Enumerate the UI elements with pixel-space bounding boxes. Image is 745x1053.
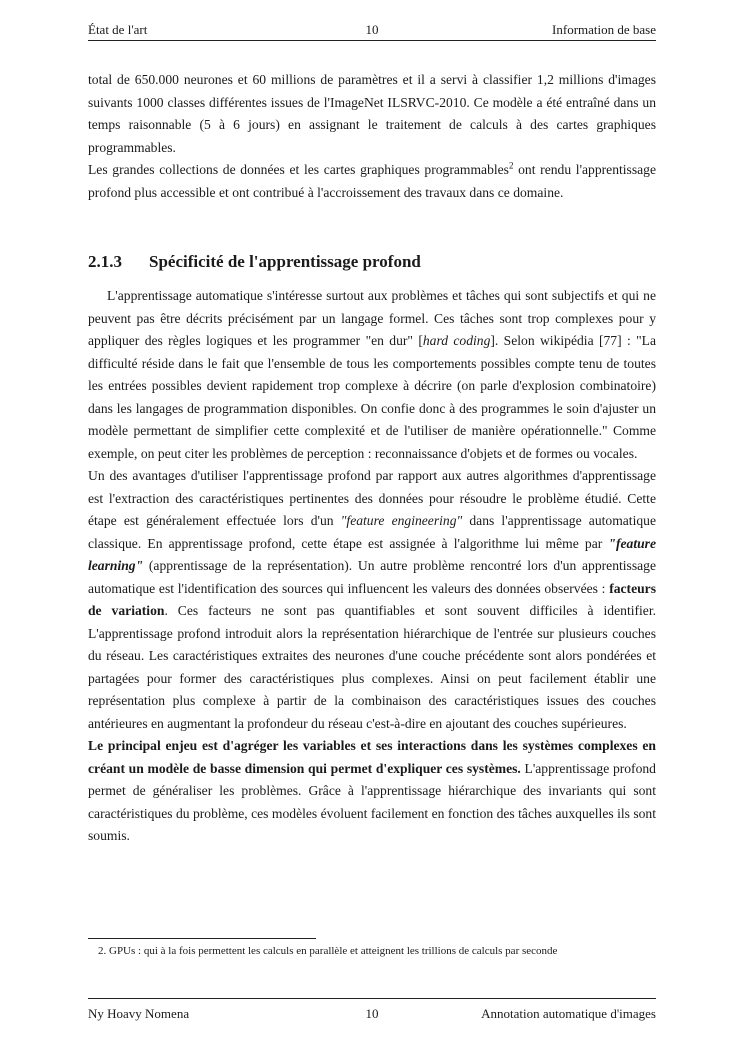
footnote — [88, 943, 656, 960]
body-p1-text-b: ]. Selon wikipédia [77] : "La difficulté réside dans le fait que l'ensemble de tous les comportements possibles compte tenu de toutes les entrées possibles devient rapidement trop complexe à décrire (on parle d'explosion combinatoire) dans les langages de programmation disponibles. On confie donc à des programmes le soin d'ajuster un modèle permettant de simplifier cette complexité et de l'utiliser de manière opérationnelle." Comme exemple, on peut citer les problèmes de perception : reconnaissance d'objets et de formes ou vocales. — [88, 333, 656, 461]
intro-paragraph-1: total de 650.000 neurones et 60 millions de paramètres et il a servi à classifier 1,2 millions d'images suivants 1000 classes différentes issues de l'ImageNet ILSRVC-2010. Ce modèle a été entraîné dans un temps raisonnable (5 à 6 jours) en assignant le traitement de calculs à des cartes graphiques programmables. — [88, 72, 656, 155]
footnote-mark[interactable]: 2 — [508, 160, 514, 171]
body-p2-text-b: dans l'apprentissage automatique classique. En apprentissage profond, cette étape est assignée à l'algorithme lui même par — [88, 513, 656, 551]
intro-paragraph-2 — [88, 159, 656, 204]
body-p2-text: Un des avantages d'utiliser l'apprentissage profond par rapport aux autres algorithmes d'apprentissage est l'extraction des caractéristiques pertinentes des données pour résoudre le problème étudié. Cette étape est généralement effectuée lors d'un — [88, 468, 656, 528]
running-footer — [88, 1006, 656, 1024]
intro-p2-text-after: ont rendu l'apprentissage profond plus accessible et ont contribué à l'accroissement des travaux dans ce domaine. — [88, 162, 656, 200]
body-p2-text-c: (apprentissage de la représentation). Un autre problème rencontré lors d'un apprentissage automatique est l'identification des sources qui influencent les valeurs des données observées : — [88, 558, 656, 596]
running-header — [88, 22, 656, 40]
section-title: Spécificité de l'apprentissage profond — [149, 252, 421, 271]
footer-page-number: 10 — [365, 1006, 379, 1021]
footer-title: Annotation automatique d'images — [481, 1006, 656, 1021]
body-p3-text: L'apprentissage profond permet de généraliser les problèmes. Grâce à l'apprentissage hiérarchique des invariants qui sont caractéristiques du problème, ces modèles évoluent facilement en fonction des tâches auxquelles ils sont soumis. — [88, 760, 656, 843]
body-p1-text: L'apprentissage automatique s'intéresse surtout aux problèmes et tâches qui sont subjectifs et qui ne peuvent pas être décrits précisément par un langage formel. Ces tâches sont trop complexes pour y appliquer des règles logiques et les programmer "en dur" [ — [88, 288, 656, 348]
body-paragraph-3 — [88, 735, 656, 848]
footer-rule — [88, 998, 656, 999]
body-p2-text-d: . Ces facteurs ne sont pas quantifiables et sont souvent difficiles à identifier. L'apprentissage profond introduit alors la représentation hiérarchique de l'entrée sur plusieurs couches du réseau. Les caractéristiques extraites des neurones d'une couche précédente sont alors pondérées et partagées pour former des caractéristiques plus complexes. Ainsi on peut facilement établir une représentation plus complexe à partir de la combinaison des caractéristiques issues des couches antérieures en augmentant la profondeur du réseau c'est-à-dire en ajoutant des couches supérieures. — [88, 603, 657, 731]
body-paragraph-2 — [88, 465, 656, 735]
footnote-rule — [88, 938, 316, 939]
header-section: Information de base — [552, 22, 656, 37]
body-paragraph-1 — [88, 285, 656, 465]
footnote-text: 2. GPUs : qui à la fois permettent les calculs en parallèle et atteignent les trillions de calculs par seconde — [98, 945, 558, 957]
variation-factors-term: facteurs de variation — [88, 580, 656, 618]
section-number: 2.1.3 — [88, 252, 122, 271]
feature-engineering-term: "feature engineering" — [340, 513, 463, 528]
header-page-number: 10 — [365, 22, 379, 37]
key-statement: Le principal enjeu est d'agréger les variables et ses interactions dans les systèmes complexes en créant un modèle de basse dimension qui permet d'expliquer ces systèmes. — [88, 738, 656, 776]
section-body — [88, 285, 656, 848]
document-page — [88, 0, 656, 1053]
hard-coding-term: hard coding — [422, 333, 491, 348]
section-heading — [88, 251, 421, 273]
header-rule — [88, 40, 656, 41]
intro-text — [88, 69, 656, 204]
footer-author: Ny Hoavy Nomena — [88, 1006, 190, 1021]
feature-learning-term: "feature learning" — [88, 535, 656, 573]
header-chapter: État de l'art — [88, 22, 148, 37]
intro-p2-text: Les grandes collections de données et les cartes graphiques programmables — [88, 162, 509, 177]
